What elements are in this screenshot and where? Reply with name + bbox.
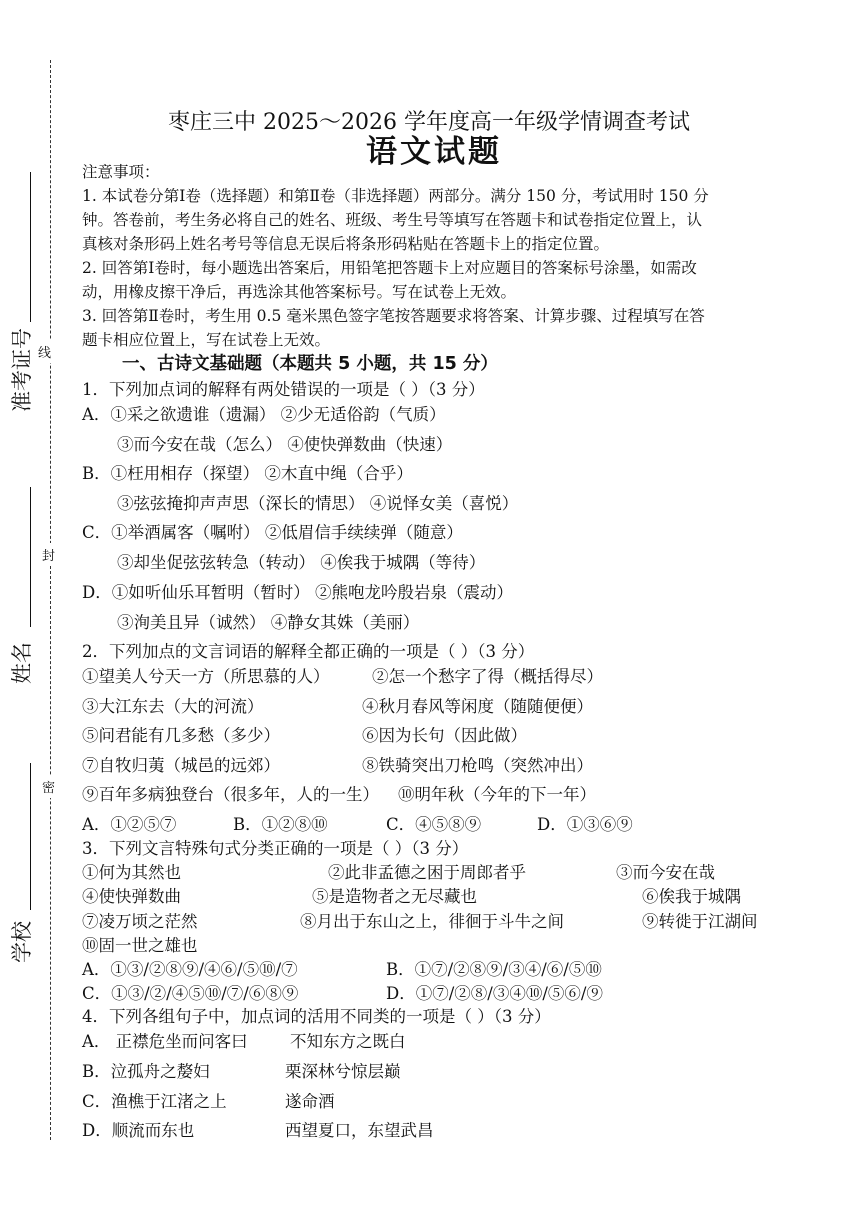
item: ③而今安在哉 xyxy=(616,863,715,882)
option-line: A． 正襟危坐而问客曰 xyxy=(82,1032,248,1051)
option-line: C．①举酒属客（嘱咐） ②低眉信手续续弹（随意） xyxy=(82,523,463,542)
option-line: D．顺流而东也 xyxy=(82,1121,195,1140)
answer-option: B．①②⑧⑩ xyxy=(233,815,328,834)
answer-option: C．④⑤⑧⑨ xyxy=(386,815,482,834)
answer-option: D．①⑦/②⑧/③④⑩/⑤⑥/⑨ xyxy=(386,984,603,1003)
item: ①何为其然也 xyxy=(82,863,181,882)
option-line: D．①如听仙乐耳暂明（暂时） ②熊咆龙吟殷岩泉（震动） xyxy=(82,583,513,602)
item: ⑦凌万顷之茫然 xyxy=(82,912,198,931)
option-line: C．渔樵于江渚之上 xyxy=(82,1092,227,1111)
notice-line: 题卡相应位置上，写在试卷上无效。 xyxy=(82,331,331,349)
notice-line: 真核对条形码上姓名考号等信息无误后将条形码粘贴在答题卡上的指定位置。 xyxy=(82,235,610,253)
name-label: 姓名 xyxy=(10,642,34,684)
option-line: ③弦弦掩抑声声思（深长的情思） ④说怿女美（喜悦） xyxy=(117,494,519,513)
item: ⑥俟我于城隅 xyxy=(642,887,741,906)
item: ③大江东去（大的河流） xyxy=(82,697,264,716)
answer-option: D．①③⑥⑨ xyxy=(537,815,633,834)
notice-line: 动，用橡皮擦干净后，再选涂其他答案标号。写在试卷上无效。 xyxy=(82,283,517,301)
item: ⑤问君能有几多愁（多少） xyxy=(82,726,280,745)
school-underline xyxy=(30,763,31,910)
answer-option: B．①⑦/②⑧⑨/③④/⑥/⑤⑩ xyxy=(386,960,602,979)
option-line: ③洵美且异（诚然） ④静女其姝（美丽） xyxy=(117,613,420,632)
binding-word-seal: 封 xyxy=(42,543,55,566)
exam-title: 枣庄三中 2025～2026 学年度高一年级学情调查考试 xyxy=(168,110,690,135)
option-line: ③而今安在哉（怎么） ④使快弹数曲（快速） xyxy=(117,435,453,454)
exam-number-label: 准考证号 xyxy=(10,328,34,412)
binding-word-line: 线 xyxy=(38,340,51,363)
option-line: A．①采之欲遗谁（遗漏） ②少无适俗韵（气质） xyxy=(82,405,446,424)
notice-line: 2. 回答第Ⅰ卷时，每小题选出答案后，用铅笔把答题卡上对应题目的答案标号涂墨，如需改 xyxy=(82,259,697,277)
item: ⑨转徙于江湖间 xyxy=(642,912,758,931)
item: ④秋月春风等闲度（随随便便） xyxy=(362,697,593,716)
item: ⑧月出于东山之上，徘徊于斗牛之间 xyxy=(300,912,564,931)
answer-option: A．①②⑤⑦ xyxy=(82,815,177,834)
item: ②此非孟德之困于周郎者乎 xyxy=(328,863,526,882)
item: ⑦自牧归荑（城邑的远郊） xyxy=(82,756,280,775)
question-stem: 3．下列文言特殊句式分类正确的一项是（ ）（3 分） xyxy=(82,839,469,858)
notice-heading: 注意事项： xyxy=(82,163,160,181)
binding-word-secret: 密 xyxy=(42,775,55,798)
item: ⑤是造物者之无尽藏也 xyxy=(312,887,477,906)
item: ⑩固一世之雄也 xyxy=(82,936,198,955)
question-stem: 2．下列加点的文言词语的解释全都正确的一项是（ ）（3 分） xyxy=(82,642,535,661)
item: ⑨百年多病独登台（很多年，人的一生） xyxy=(82,785,379,804)
item: ⑩明年秋（今年的下一年） xyxy=(398,785,596,804)
option-line: ③却坐促弦弦转急（转动） ④俟我于城隅（等待） xyxy=(117,553,486,572)
item: ④使快弹数曲 xyxy=(82,887,181,906)
item: ②怎一个愁字了得（概括得尽） xyxy=(372,667,603,686)
answer-option: A．①③/②⑧⑨/④⑥/⑤⑩/⑦ xyxy=(82,960,298,979)
question-stem: 1．下列加点词的解释有两处错误的一项是（ ）（3 分） xyxy=(82,380,485,399)
exam-subtitle: 语文试题 xyxy=(366,134,502,170)
option-line: 遂命酒 xyxy=(285,1092,335,1111)
item: ⑥因为长句（因此做） xyxy=(362,726,527,745)
notice-line: 钟。答卷前，考生务必将自己的姓名、班级、考生号等填写在答题卡和试卷指定位置上，认 xyxy=(82,211,703,229)
question-stem: 4．下列各组句子中，加点词的活用不同类的一项是（ ）（3 分） xyxy=(82,1007,551,1026)
option-line: 西望夏口，东望武昌 xyxy=(285,1121,434,1140)
school-label: 学校 xyxy=(10,921,34,963)
binding-dashed-line xyxy=(50,60,51,1140)
option-line: B．泣孤舟之嫠妇 xyxy=(82,1062,210,1081)
notice-line: 3. 回答第Ⅱ卷时，考生用 0.5 毫米黑色签字笔按答题要求将答案、计算步骤、过程填写在答 xyxy=(82,307,705,325)
notice-line: 1. 本试卷分第Ⅰ卷（选择题）和第Ⅱ卷（非选择题）两部分。满分 150 分，考试用时 150 分 xyxy=(82,187,709,205)
section-heading: 一、古诗文基础题（本题共 5 小题，共 15 分） xyxy=(122,354,498,374)
option-line: B．①枉用相存（探望） ②木直中绳（合乎） xyxy=(82,464,413,483)
option-line: 栗深林兮惊层巅 xyxy=(285,1062,401,1081)
item: ①望美人兮天一方（所思慕的人） xyxy=(82,667,330,686)
item: ⑧铁骑突出刀枪鸣（突然冲出） xyxy=(362,756,593,775)
answer-option: C．①③/②/④⑤⑩/⑦/⑥⑧⑨ xyxy=(82,984,299,1003)
option-line: 不知东方之既白 xyxy=(290,1032,406,1051)
name-underline xyxy=(30,487,31,627)
exam-number-underline xyxy=(30,172,31,322)
